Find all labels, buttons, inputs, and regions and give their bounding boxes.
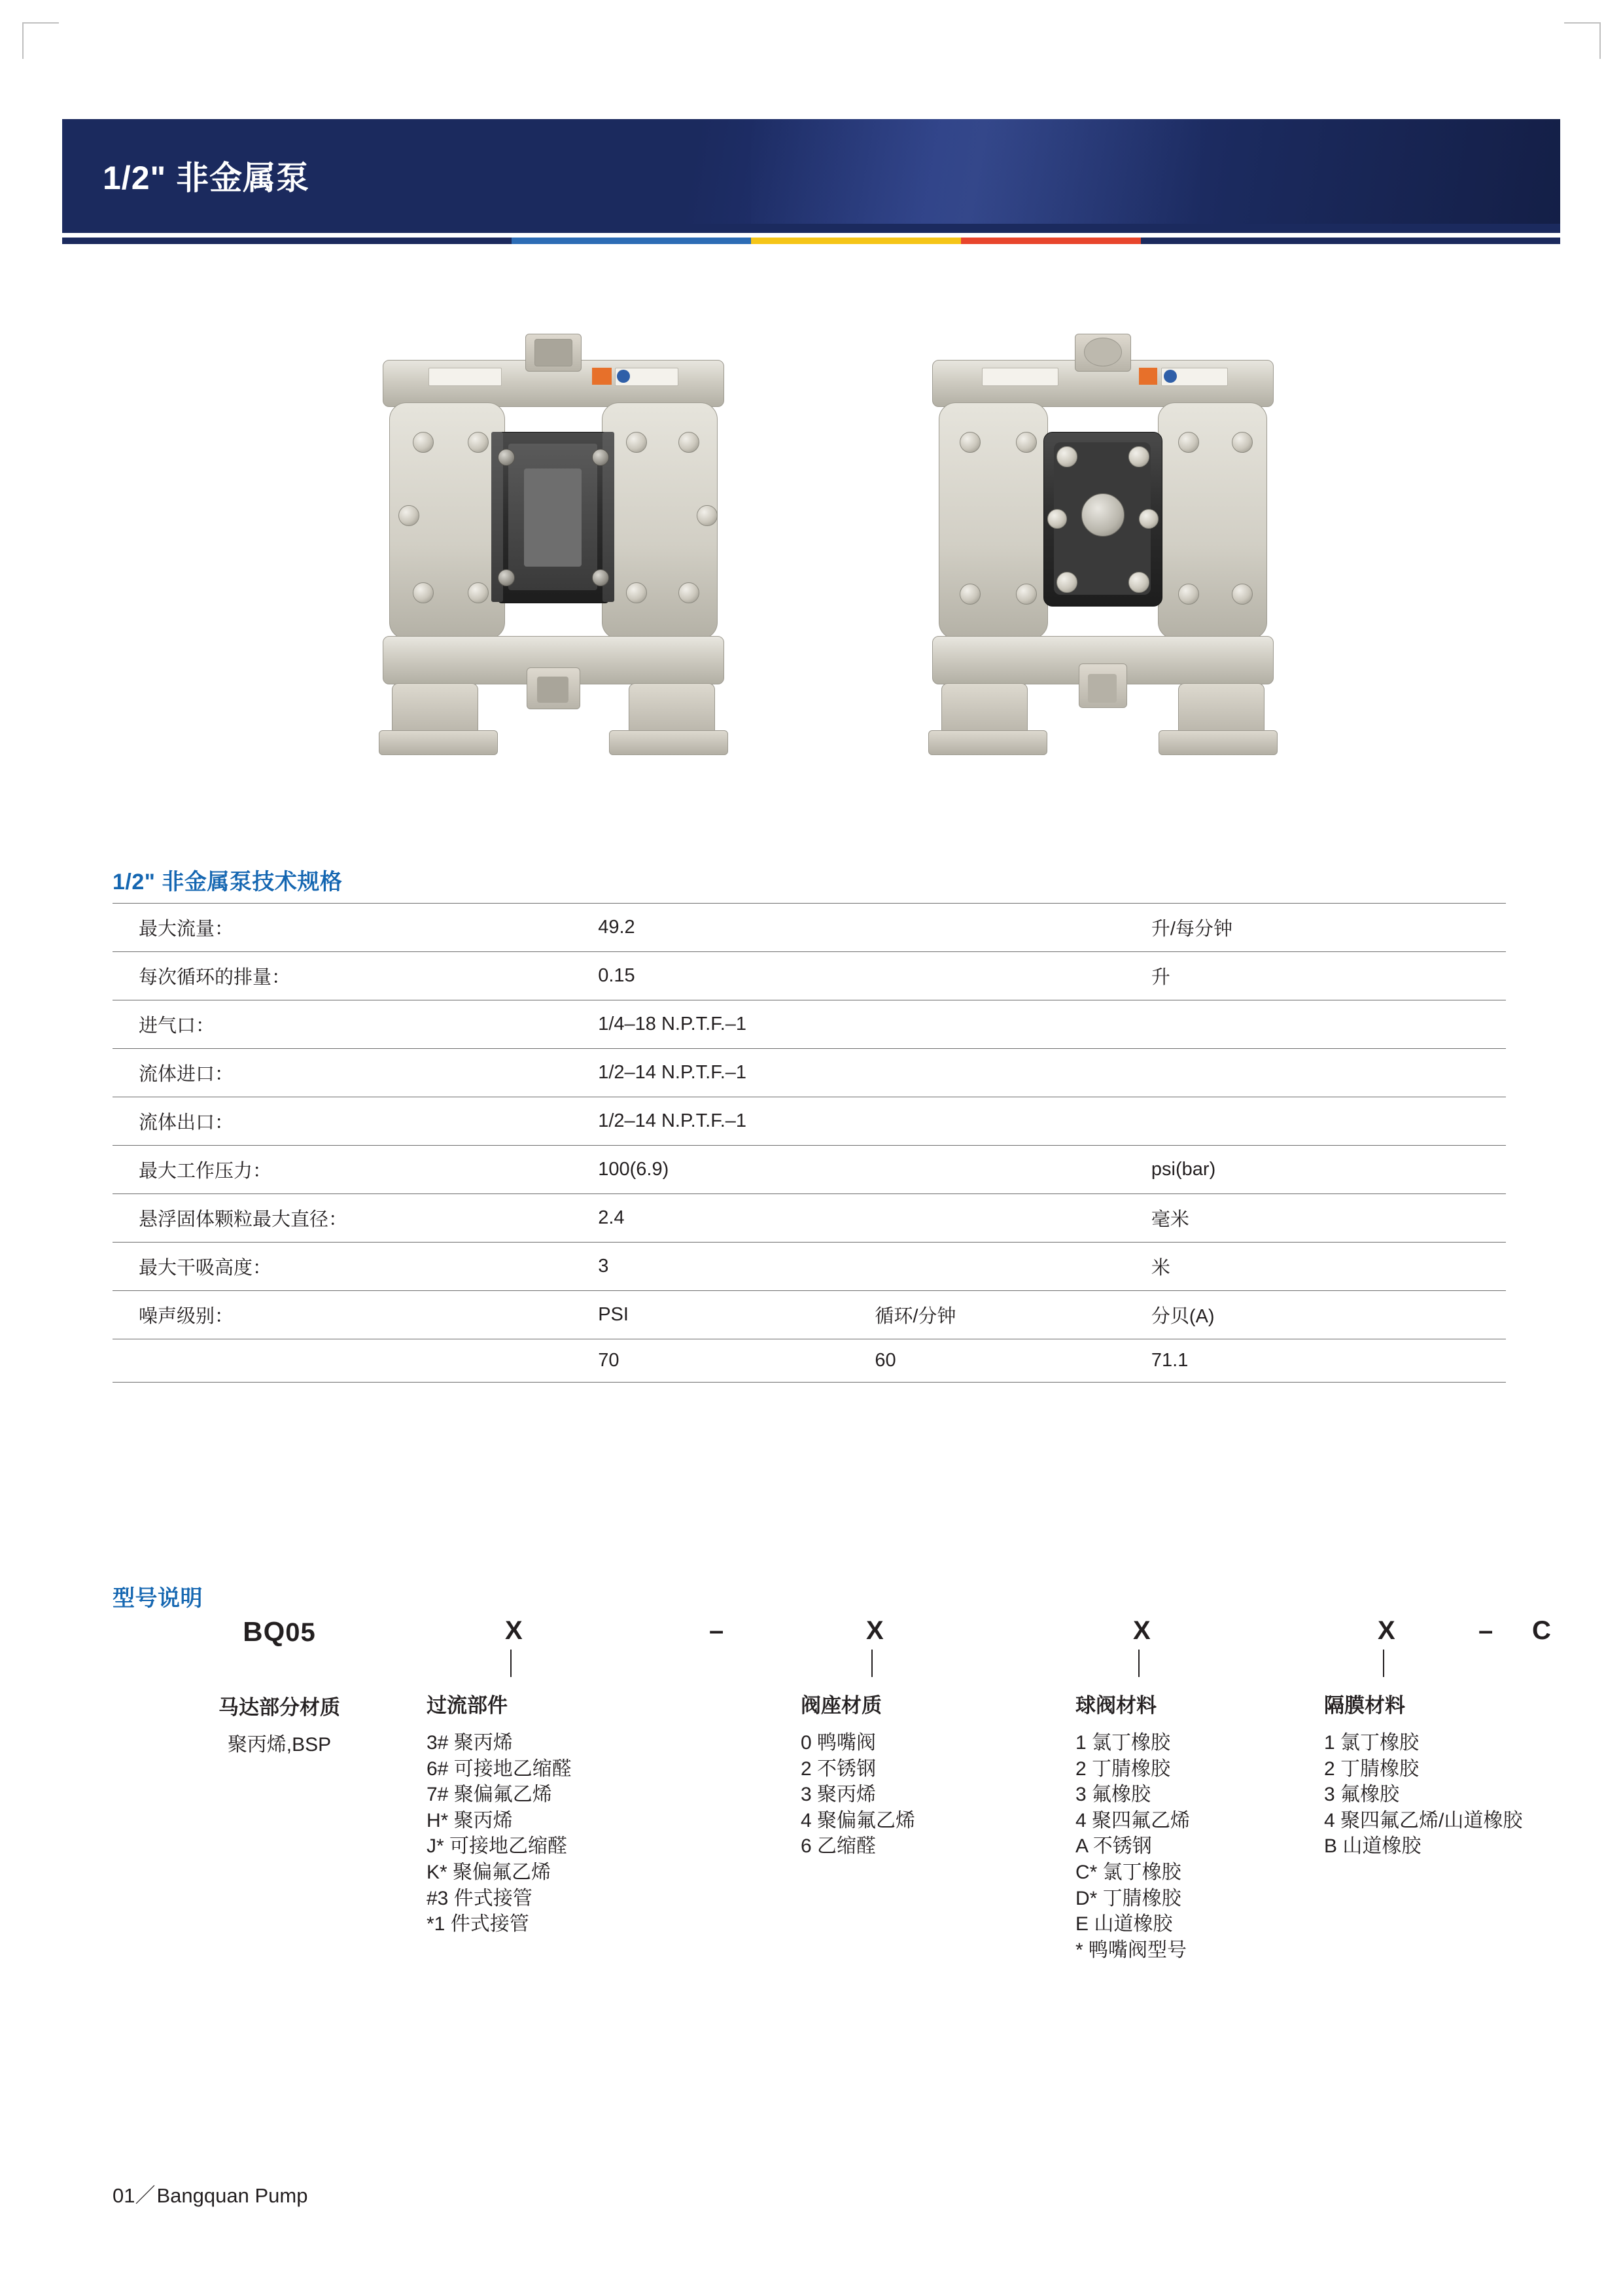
spec-value-2 (875, 1194, 1151, 1243)
spec-label: 最大干吸高度： (113, 1243, 598, 1291)
model-code-wetted: X (505, 1616, 523, 1645)
product-photo-group (62, 314, 1560, 851)
model-tick (871, 1650, 873, 1677)
spec-label: 流体出口： (113, 1097, 598, 1146)
page-footer (113, 2179, 307, 2208)
list-item: 3# 聚丙烯 (427, 1732, 513, 1754)
table-row (113, 1194, 1506, 1243)
spec-value-3 (1151, 1049, 1506, 1097)
model-code-prefix (171, 1616, 387, 1648)
table-row-noise-header (113, 1291, 1506, 1339)
model-option-list (427, 1730, 675, 1937)
model-dash-1: – (709, 1616, 724, 1645)
table-row (113, 1097, 1506, 1146)
footer-brand: Bangquan Pump (156, 2184, 308, 2207)
rule-segment-yellow (751, 238, 961, 244)
list-item: C* 氯丁橡胶 (1075, 1861, 1181, 1883)
model-tick (510, 1650, 512, 1677)
list-item: H* 聚丙烯 (427, 1809, 513, 1831)
page-header-banner (62, 119, 1560, 224)
list-item: J* 可接地乙缩醛 (427, 1835, 568, 1858)
spec-value-3: psi(bar) (1151, 1146, 1506, 1194)
list-item: 6 乙缩醛 (801, 1835, 877, 1858)
spec-value-1: 3 (598, 1243, 875, 1291)
model-column-heading: 阀座材质 (801, 1694, 882, 1717)
list-item: 4 聚四氟乙烯/山道橡胶 (1324, 1809, 1523, 1831)
spec-value-1: 49.2 (598, 904, 875, 952)
spec-section-heading: 1/2" 非金属泵技术规格 (113, 870, 343, 894)
list-item: * 鸭嘴阀型号 (1075, 1939, 1187, 1961)
list-item: #3 件式接管 (427, 1887, 532, 1909)
model-option-list (801, 1730, 1023, 1860)
spec-value-2 (875, 1097, 1151, 1146)
rule-segment-red (961, 238, 1141, 244)
list-item: 3 氟橡胶 (1075, 1784, 1151, 1806)
list-item: 2 丁腈橡胶 (1324, 1757, 1420, 1780)
model-code-bq: BQ (243, 1616, 286, 1647)
model-option-list (1075, 1730, 1318, 1963)
table-row-noise-values (113, 1339, 1506, 1383)
list-item: 7# 聚偏氟乙烯 (427, 1784, 552, 1806)
spec-value-3 (1151, 1000, 1506, 1049)
header-rule-stack (62, 224, 1560, 244)
model-code-seat: X (866, 1616, 884, 1645)
list-item: B 山道橡胶 (1324, 1835, 1422, 1858)
spec-label: 悬浮固体颗粒最大直径： (113, 1194, 598, 1243)
table-row (113, 952, 1506, 1000)
footer-separator: ／ (135, 2184, 157, 2207)
table-row (113, 1049, 1506, 1097)
model-tick (1383, 1650, 1384, 1677)
list-item: 2 不锈钢 (801, 1757, 877, 1780)
spec-value-2 (875, 1146, 1151, 1194)
model-tick (1138, 1650, 1140, 1677)
spec-value-1: 1/2–14 N.P.T.F.–1 (598, 1097, 875, 1146)
list-item: K* 聚偏氟乙烯 (427, 1861, 551, 1883)
model-column-heading: 隔膜材料 (1324, 1694, 1405, 1717)
crop-mark-top-right-vertical (1599, 22, 1601, 59)
model-option-list (1324, 1730, 1605, 1860)
list-item: 6# 可接地乙缩醛 (427, 1757, 572, 1780)
spec-value-1: 2.4 (598, 1194, 875, 1243)
model-column-heading: 过流部件 (427, 1694, 508, 1717)
footer-page-number: 01 (113, 2184, 135, 2207)
spec-value-1: 1/2–14 N.P.T.F.–1 (598, 1049, 875, 1097)
list-item: D* 丁腈橡胶 (1075, 1887, 1181, 1909)
spec-noise-db: 71.1 (1151, 1339, 1506, 1383)
list-item: 1 氯丁橡胶 (1075, 1732, 1171, 1754)
spec-label: 流体进口： (113, 1049, 598, 1097)
model-section-heading: 型号说明 (113, 1586, 203, 1611)
rule-multicolor (62, 238, 1560, 244)
rule-segment-blue (512, 238, 751, 244)
product-photo-side (919, 334, 1285, 831)
spec-value-2 (875, 904, 1151, 952)
list-item: 3 氟橡胶 (1324, 1784, 1400, 1806)
spec-noise-unit-psi: PSI (598, 1291, 875, 1339)
spec-value-3: 毫米 (1151, 1194, 1506, 1243)
model-column-ball-valve (1075, 1616, 1318, 1963)
list-item: 2 丁腈橡胶 (1075, 1757, 1171, 1780)
spec-value-1: 100(6.9) (598, 1146, 875, 1194)
model-code-ball: X (1133, 1616, 1151, 1645)
spec-value-3: 升/每分钟 (1151, 904, 1506, 952)
list-item: *1 件式接管 (427, 1913, 529, 1935)
model-code-05: 05 (285, 1618, 316, 1647)
model-column-seat-material (801, 1616, 1023, 1860)
spec-value-1: 0.15 (598, 952, 875, 1000)
crop-mark-top-left-vertical (22, 22, 24, 59)
spec-label: 最大流量： (113, 904, 598, 952)
model-option-list (171, 1732, 387, 1758)
rule-gap (62, 233, 1560, 238)
model-code-suffix-c: C (1532, 1616, 1551, 1645)
crop-mark-top-right-horizontal (1564, 22, 1601, 24)
model-dash-2: – (1478, 1616, 1493, 1645)
model-column-heading: 马达部分材质 (218, 1696, 340, 1719)
list-item: E 山道橡胶 (1075, 1913, 1173, 1935)
spec-label: 噪声级别： (113, 1291, 598, 1339)
table-row (113, 1000, 1506, 1049)
spec-label: 进气口： (113, 1000, 598, 1049)
crop-mark-top-left-horizontal (22, 22, 59, 24)
spec-value-1: 1/4–18 N.P.T.F.–1 (598, 1000, 875, 1049)
spec-noise-psi: 70 (598, 1339, 875, 1383)
page-title: 1/2" 非金属泵 (103, 160, 310, 196)
list-item: 0 鸭嘴阀 (801, 1732, 877, 1754)
table-row (113, 904, 1506, 952)
spec-value-2 (875, 1243, 1151, 1291)
spec-noise-cycles: 60 (875, 1339, 1151, 1383)
rule-segment-navy (62, 238, 512, 244)
banner-sheen (751, 119, 1200, 224)
product-photo-front (370, 334, 736, 831)
model-code-diaphragm: X (1378, 1616, 1396, 1645)
spec-value-3: 米 (1151, 1243, 1506, 1291)
specification-table (113, 903, 1506, 1383)
spec-value-2 (875, 1000, 1151, 1049)
spec-noise-unit-db: 分贝(A) (1151, 1291, 1506, 1339)
list-item: 1 氯丁橡胶 (1324, 1732, 1420, 1754)
list-item: 聚丙烯,BSP (227, 1734, 332, 1756)
rule-segment-navy-2 (1141, 238, 1560, 244)
spec-label: 最大工作压力： (113, 1146, 598, 1194)
spec-label: 每次循环的排量： (113, 952, 598, 1000)
model-column-diaphragm (1324, 1616, 1605, 1860)
list-item: 4 聚四氟乙烯 (1075, 1809, 1191, 1831)
spec-noise-unit-cycles: 循环/分钟 (875, 1291, 1151, 1339)
model-designation-block (113, 1616, 1551, 2100)
spec-value-3: 升 (1151, 952, 1506, 1000)
table-row (113, 1243, 1506, 1291)
spec-label-empty (113, 1339, 598, 1383)
model-column-wetted-parts (427, 1616, 675, 1937)
spec-value-2 (875, 952, 1151, 1000)
table-row (113, 1146, 1506, 1194)
model-column-heading: 球阀材料 (1075, 1694, 1157, 1717)
list-item: 3 聚丙烯 (801, 1784, 877, 1806)
model-column-motor-material (171, 1616, 387, 1758)
list-item: A 不锈钢 (1075, 1835, 1152, 1858)
spec-value-2 (875, 1049, 1151, 1097)
rule-navy (62, 224, 1560, 233)
spec-value-3 (1151, 1097, 1506, 1146)
list-item: 4 聚偏氟乙烯 (801, 1809, 916, 1831)
